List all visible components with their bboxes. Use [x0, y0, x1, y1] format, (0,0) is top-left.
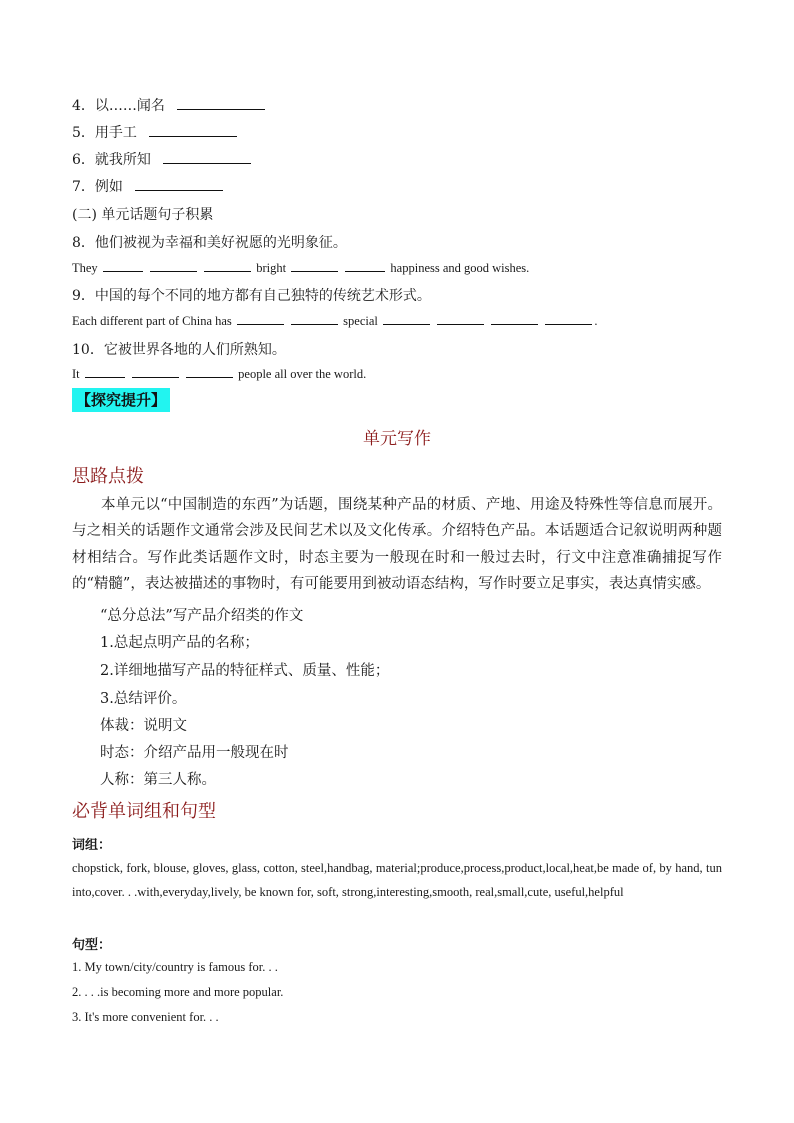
phrase-text: 以……闻名: [94, 98, 165, 114]
answer-blank[interactable]: [177, 97, 265, 110]
phrase-item: [72, 149, 253, 169]
approach-item: 体裁：说明文: [100, 718, 187, 734]
phrase-item: [72, 176, 225, 196]
answer-blank[interactable]: [150, 259, 197, 272]
approach-item: 3.总结评价。: [100, 691, 187, 707]
answer-blank[interactable]: [85, 365, 125, 378]
phrases-text: chopstick, fork, blouse, gloves, glass, cotton, steel,handbag, material;produce,process,product,local,heat,be made of, by hand, tun into,cover. . .with,everyday,lively, be known for, soft, strong,interesting,smooth, real,small,cute, useful,helpful: [72, 861, 722, 899]
answer-blank[interactable]: [491, 312, 538, 325]
pattern-item: 3. It's more convenient for. . .: [72, 1010, 219, 1024]
phrase-item: [72, 95, 267, 115]
phrase-item: [72, 122, 239, 142]
answer-blank[interactable]: [291, 259, 338, 272]
approach-item: 1.总起点明产品的名称；: [100, 635, 259, 651]
sentence-en: Each different part of China has special .: [72, 314, 598, 328]
phrase-text: 例如: [94, 179, 123, 195]
section-tag: 【探究提升】: [72, 388, 170, 412]
answer-blank[interactable]: [186, 365, 233, 378]
approach-paragraph: 本单元以“中国制造的东西”为话题，围绕某种产品的材质、产地、用途及特殊性等信息而展开。与之相关的话题作文通常会涉及民间艺术以及文化传承。介绍特色产品。本话题适合记叙说明两种题材相结合。写作此类话题作文时，时态主要为一般现在时和一般过去时，行文中注意准确捕捉写作的“精髓”，表达被描述的事物时，有可能要用到被动语态结构，写作时要立足事实，表达真情实感。: [72, 497, 722, 592]
answer-blank[interactable]: [204, 259, 251, 272]
answer-blank[interactable]: [437, 312, 484, 325]
phrases-label: 词组：: [72, 838, 112, 853]
sentence-en: It people all over the world.: [72, 367, 367, 381]
approach-heading: 思路点拨: [72, 466, 144, 487]
patterns-label: 句型：: [72, 938, 112, 953]
item-number: 4．: [72, 98, 95, 114]
pattern-item: 1. My town/city/country is famous for. . .: [72, 960, 278, 974]
approach-item: 人称：第三人称。: [100, 772, 216, 788]
answer-blank[interactable]: [149, 124, 237, 137]
approach-item: 时态：介绍产品用一般现在时: [100, 745, 289, 761]
answer-blank[interactable]: [163, 151, 251, 164]
sentence-cn: 9．中国的每个不同的地方都有自己独特的传统艺术形式。: [72, 288, 431, 304]
item-number: 6．: [72, 152, 95, 168]
item-number: 5．: [72, 125, 95, 141]
section-title: 单元写作: [363, 429, 431, 449]
item-number: 7．: [72, 179, 95, 195]
sentence-en: They bright happiness and good wishes.: [72, 261, 530, 275]
answer-blank[interactable]: [135, 178, 223, 191]
answer-blank[interactable]: [291, 312, 338, 325]
sentence-cn: 8．他们被视为幸福和美好祝愿的光明象征。: [72, 235, 347, 251]
phrase-text: 就我所知: [94, 152, 151, 168]
answer-blank[interactable]: [345, 259, 385, 272]
phrase-text: 用手工: [94, 125, 137, 141]
answer-blank[interactable]: [237, 312, 284, 325]
approach-item: “总分总法”写产品介绍类的作文: [100, 608, 304, 624]
approach-item: 2.详细地描写产品的特征样式、质量、性能；: [100, 663, 390, 679]
answer-blank[interactable]: [132, 365, 179, 378]
answer-blank[interactable]: [383, 312, 430, 325]
sentence-cn: 10．它被世界各地的人们所熟知。: [72, 342, 286, 358]
pattern-item: 2. . . .is becoming more and more popular.: [72, 985, 284, 999]
answer-blank[interactable]: [103, 259, 143, 272]
subsection-title: (二) 单元话题句子积累: [72, 207, 214, 223]
answer-blank[interactable]: [545, 312, 592, 325]
memorize-heading: 必背单词组和句型: [72, 801, 216, 822]
